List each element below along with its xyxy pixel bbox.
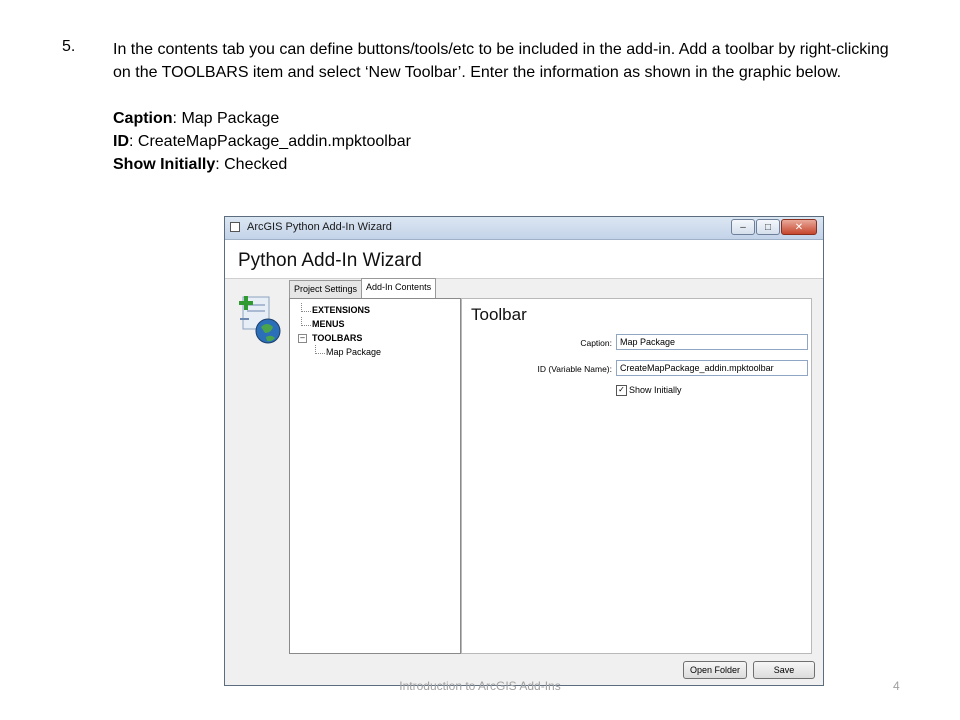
tab-project-settings[interactable]: Project Settings (289, 280, 362, 298)
spacer (113, 84, 903, 107)
wizard-window (224, 216, 824, 686)
id-field[interactable]: CreateMapPackage_addin.mpktoolbar (616, 360, 808, 376)
tree-connector (301, 317, 311, 326)
collapse-icon[interactable]: – (298, 334, 307, 343)
close-button[interactable]: ✕ (781, 219, 817, 235)
show-initially-label: Show Initially (629, 385, 682, 395)
caption-label: Caption: (580, 338, 612, 348)
window-controls (730, 219, 817, 235)
slide-footer: Introduction to ArcGIS Add-Ins (399, 679, 561, 693)
step-paragraph: In the contents tab you can define buttons/tools/etc to be included in the add-in. Add a toolbar by right-clicking on the TOOLBARS item and select ‘New Toolbar’. Enter the information as shown in the graphic below. (113, 41, 889, 81)
window-titlebar[interactable] (225, 217, 823, 240)
show-initially-checkbox[interactable]: ✓ (616, 385, 627, 396)
python-addin-logo-icon (235, 293, 281, 345)
wizard-tabs (289, 280, 435, 300)
tab-add-in-contents[interactable]: Add-In Contents (361, 278, 436, 298)
save-button[interactable]: Save (753, 661, 815, 679)
window-title: ArcGIS Python Add-In Wizard (247, 221, 392, 233)
page-number: 4 (893, 679, 900, 693)
tree-connector (301, 303, 311, 312)
id-label: ID (Variable Name): (537, 364, 612, 374)
minimize-button[interactable]: – (731, 219, 755, 235)
wizard-title: Python Add-In Wizard (238, 250, 422, 271)
app-icon (230, 222, 240, 232)
wizard-header (225, 240, 823, 279)
tree-item-toolbars[interactable]: – TOOLBARS (298, 331, 381, 345)
toolbar-details-panel (461, 298, 812, 654)
field-line-caption: Caption: Map Package (113, 110, 280, 127)
caption-field[interactable]: Map Package (616, 334, 808, 350)
details-title: Toolbar (471, 305, 527, 324)
tree-item-extensions[interactable]: EXTENSIONS (298, 303, 381, 317)
step-number: 5. (62, 38, 76, 55)
contents-tree (298, 303, 381, 359)
contents-tree-panel (289, 298, 461, 654)
maximize-button[interactable]: □ (756, 219, 780, 235)
tree-item-map-package[interactable]: Map Package (298, 345, 381, 359)
tree-connector (315, 345, 325, 354)
step-text (113, 38, 903, 176)
field-line-id: ID: CreateMapPackage_addin.mpktoolbar (113, 133, 411, 150)
tree-item-menus[interactable]: MENUS (298, 317, 381, 331)
field-line-show-initially: Show Initially: Checked (113, 156, 288, 173)
open-folder-button[interactable]: Open Folder (683, 661, 747, 679)
